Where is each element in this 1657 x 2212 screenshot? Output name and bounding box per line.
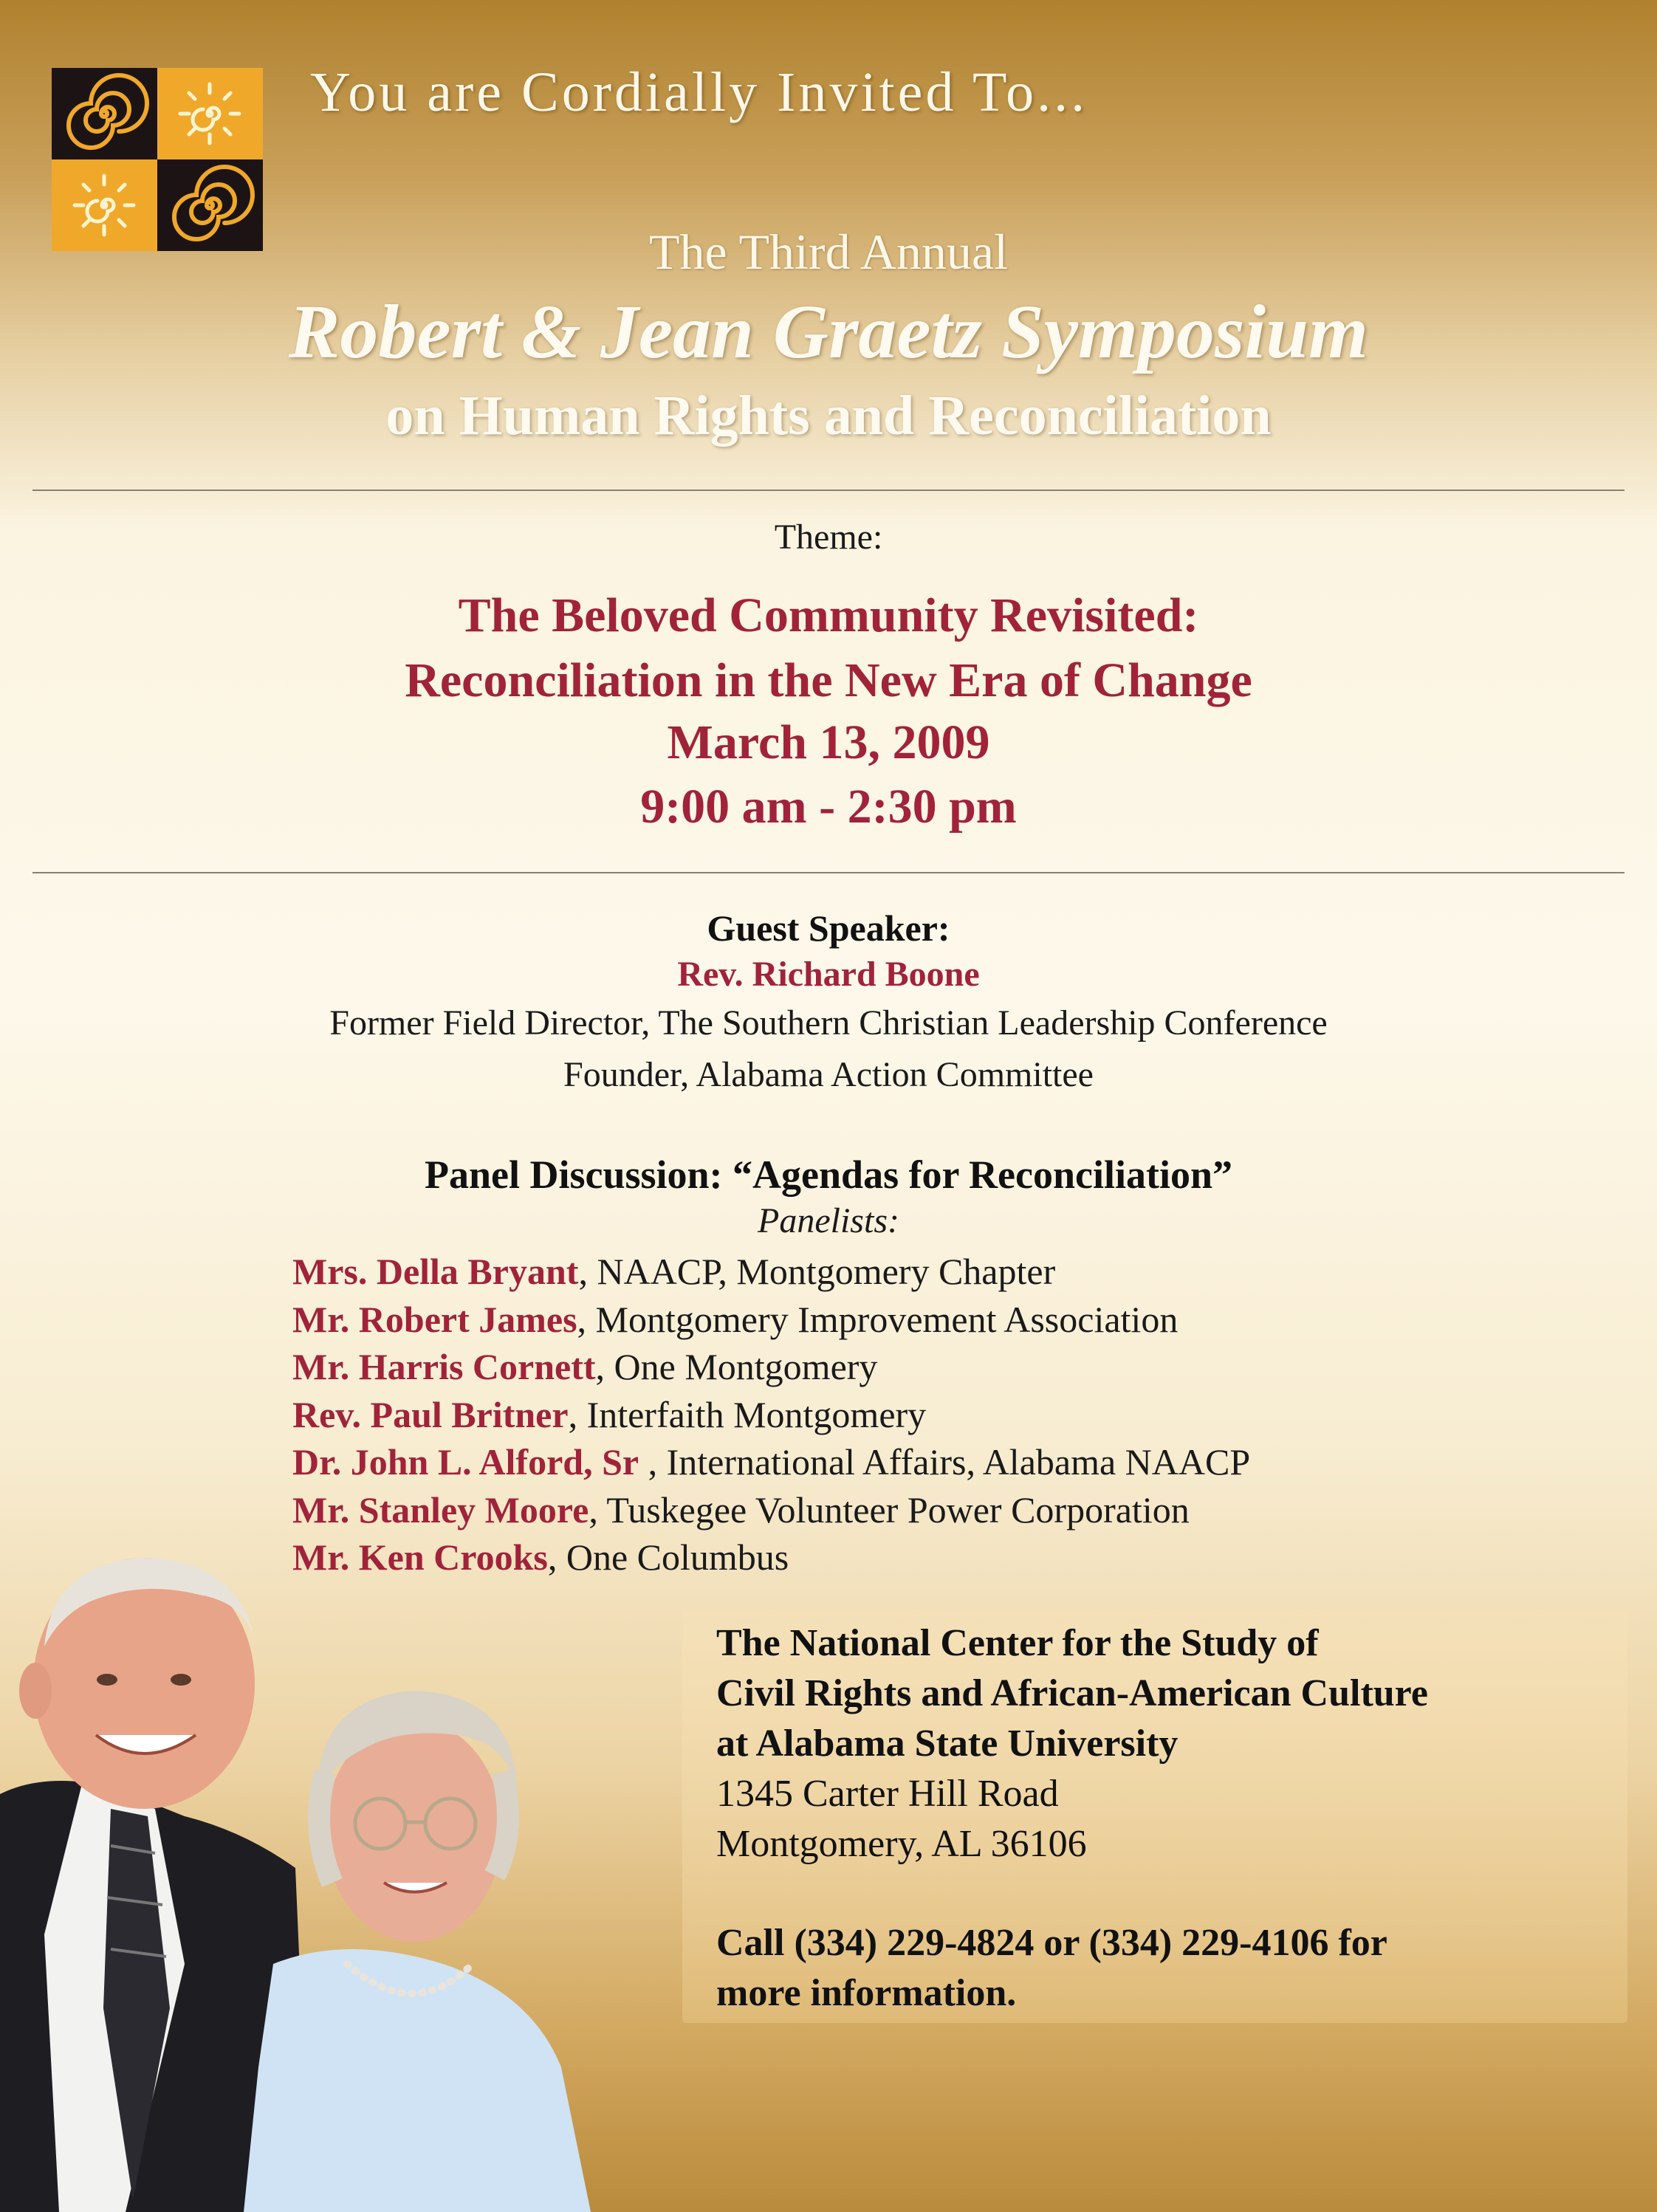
couple-photo (0, 1550, 724, 2212)
list-item (292, 1343, 1622, 1391)
panelist-affiliation: , One Columbus (547, 1536, 789, 1578)
panelist-name: Mrs. Della Bryant (292, 1251, 579, 1292)
panelist-affiliation: , Montgomery Improvement Association (577, 1298, 1179, 1340)
guest-speaker-label: Guest Speaker: (707, 907, 950, 949)
event-subtitle: on Human Rights and Reconciliation (385, 385, 1272, 447)
host-organization: at Alabama State University (716, 1722, 1179, 1765)
panelist-affiliation: , One Montgomery (595, 1346, 878, 1387)
panelist-name: Dr. John L. Alford, Sr (292, 1441, 639, 1483)
list-item (292, 1391, 1622, 1439)
panel-discussion-title: Panel Discussion: “Agendas for Reconciliation” (424, 1153, 1233, 1197)
theme-label: Theme: (774, 518, 883, 557)
contact-info: Call (334) 229-4824 or (334) 229-4106 for (716, 1922, 1387, 1964)
list-item (292, 1438, 1622, 1486)
panelist-name: Mr. Harris Cornett (292, 1346, 596, 1387)
panelists-label: Panelists: (758, 1201, 899, 1240)
event-date: March 13, 2009 (667, 715, 990, 769)
panelist-name: Mr. Stanley Moore (292, 1488, 589, 1531)
event-time: 9:00 am - 2:30 pm (640, 780, 1017, 834)
list-item (292, 1296, 1622, 1344)
host-address: Montgomery, AL 36106 (716, 1823, 1087, 1865)
host-organization: Civil Rights and African-American Culture (716, 1672, 1428, 1714)
guest-speaker-name: Rev. Richard Boone (677, 955, 980, 994)
panelist-affiliation: , International Affairs, Alabama NAACP (639, 1441, 1251, 1483)
panelist-name: Rev. Paul Britner (292, 1393, 569, 1435)
divider (32, 490, 1625, 491)
panelist-affiliation: , Tuskegee Volunteer Power Corporation (589, 1488, 1190, 1531)
list-item (292, 1486, 1622, 1534)
panelist-affiliation: , NAACP, Montgomery Chapter (578, 1251, 1056, 1292)
theme-title-line1: The Beloved Community Revisited: (458, 588, 1199, 642)
contact-info: more information. (716, 1972, 1017, 2014)
guest-speaker-title: Former Field Director, The Southern Christian Leadership Conference (329, 1003, 1328, 1043)
edition-label: The Third Annual (649, 224, 1008, 280)
guest-speaker-title: Founder, Alabama Action Committee (563, 1055, 1094, 1094)
panelist-list (292, 1248, 1622, 1581)
panelist-name: Mr. Robert James (292, 1298, 577, 1340)
host-address: 1345 Carter Hill Road (716, 1773, 1059, 1815)
divider (32, 872, 1625, 873)
host-organization: The National Center for the Study of (716, 1622, 1319, 1664)
panelist-name: Mr. Ken Crooks (292, 1536, 548, 1578)
invitation-heading: You are Cordially Invited To... (310, 61, 1088, 123)
event-title: Robert & Jean Graetz Symposium (289, 289, 1368, 374)
theme-title-line2: Reconciliation in the New Era of Change (405, 653, 1252, 707)
panelist-affiliation: , Interfaith Montgomery (568, 1393, 927, 1435)
list-item (292, 1248, 1622, 1296)
